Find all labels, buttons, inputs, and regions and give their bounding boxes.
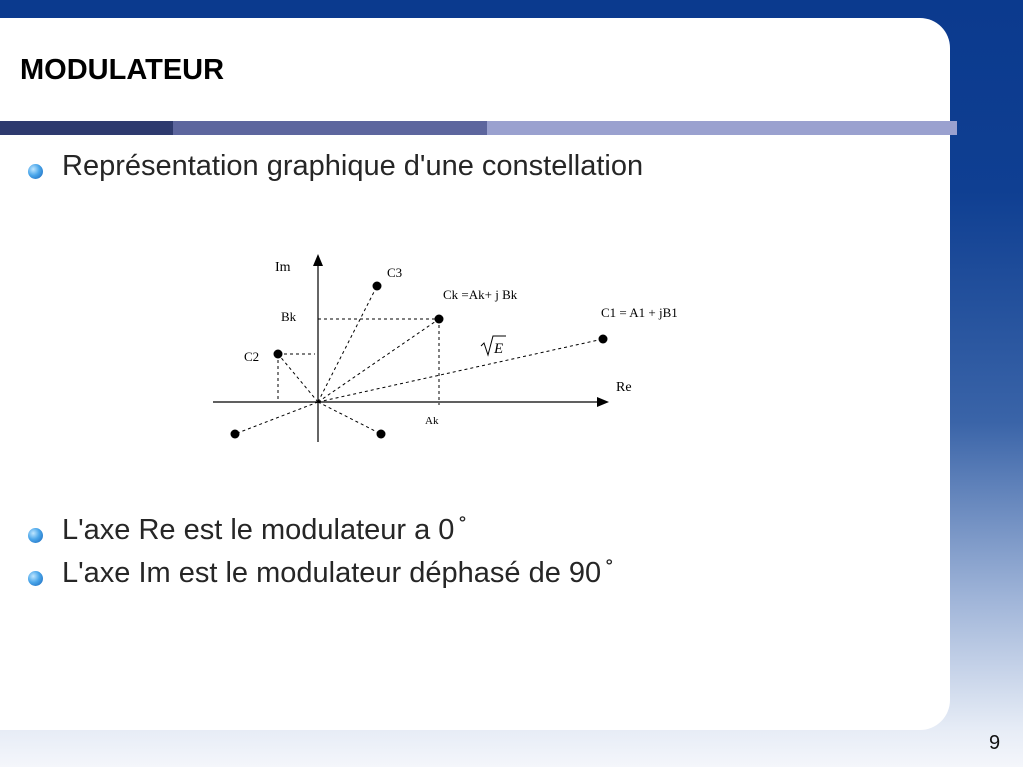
label-ck: Ck =Ak+ j Bk: [443, 287, 518, 302]
page-number: 9: [989, 732, 1001, 754]
label-c3: C3: [387, 265, 403, 280]
point-c2: [274, 350, 283, 359]
bullet-text-3: L'axe Im est le modulateur déphasé de 90 ̊: [62, 557, 610, 589]
label-c1: C1 = A1 + jB1: [601, 305, 678, 320]
slide-title: MODULATEUR: [20, 54, 225, 86]
bullet-icon: [28, 164, 43, 179]
bullet-icon: [28, 528, 43, 543]
bullet-text-1: Représentation graphique d'une constellation: [62, 150, 644, 182]
label-re: Re: [616, 380, 632, 395]
point-c3: [373, 282, 382, 291]
title-rule-light: [487, 121, 957, 135]
point-c1: [599, 335, 608, 344]
bullet-text-2: L'axe Re est le modulateur a 0 ̊: [62, 514, 463, 546]
label-sqrt-e: E: [494, 341, 504, 357]
label-bk: Bk: [281, 309, 297, 324]
point-lower-right: [377, 430, 386, 439]
title-rule-mid: [173, 121, 487, 135]
label-ak: Ak: [425, 415, 439, 427]
constellation-svg: [153, 235, 713, 471]
point-ck: [435, 315, 444, 324]
label-im: Im: [275, 260, 291, 275]
label-c2: C2: [244, 349, 260, 364]
bullet-icon: [28, 571, 43, 586]
point-lower-left: [231, 430, 240, 439]
constellation-diagram: [153, 235, 713, 471]
title-rule-dark: [0, 121, 173, 135]
